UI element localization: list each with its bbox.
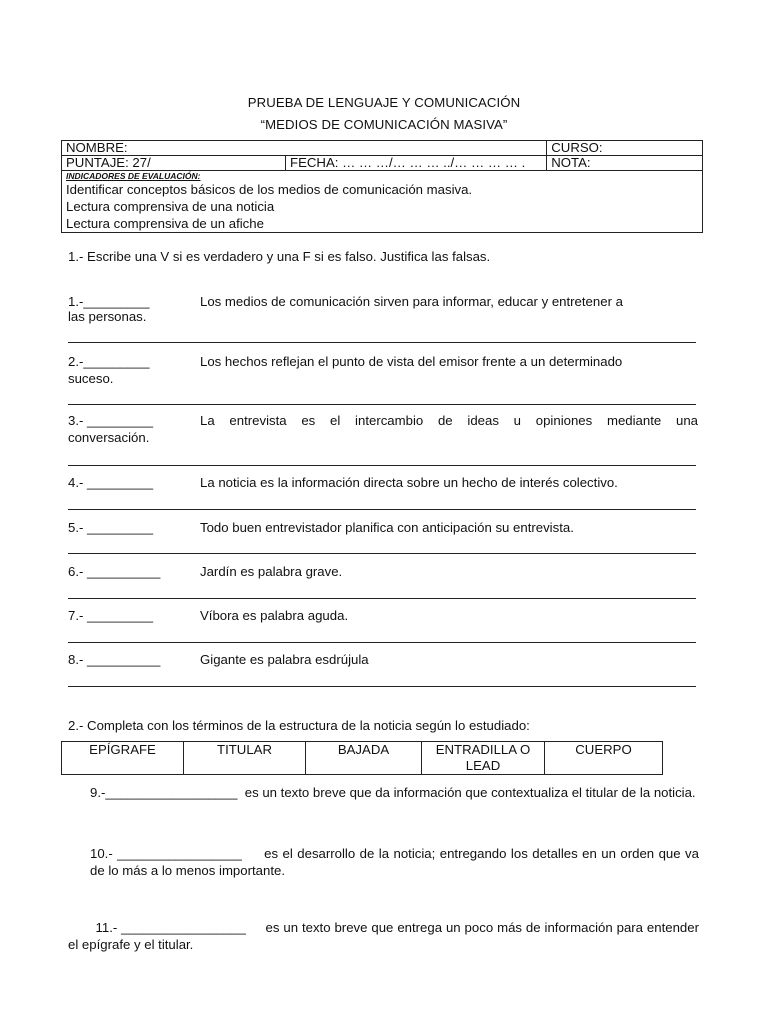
question-item bbox=[68, 563, 700, 580]
question-continuation: las personas. bbox=[68, 309, 147, 324]
answer-blank[interactable]: 11.- _________________ bbox=[95, 920, 246, 935]
answer-blank[interactable]: 1.-_________ bbox=[68, 294, 150, 309]
question-text: La noticia es la información directa sobre un hecho de interés colectivo. bbox=[200, 475, 618, 490]
question-text: Los medios de comunicación sirven para informar, educar y entretener a bbox=[200, 294, 623, 309]
indicador-item: Identificar conceptos básicos de los medios de comunicación masiva. bbox=[66, 182, 473, 197]
question-text: La entrevista es el intercambio de ideas u opiniones mediante una bbox=[200, 413, 698, 428]
term-cell: CUERPO bbox=[545, 742, 663, 775]
indicadores-label: INDICADORES DE EVALUACIÓN: bbox=[66, 171, 201, 181]
puntaje-field[interactable]: PUNTAJE: 27/ bbox=[62, 156, 286, 171]
justification-line[interactable] bbox=[68, 404, 696, 405]
question-item bbox=[68, 651, 700, 668]
term-cell: TITULAR bbox=[184, 742, 306, 775]
answer-blank[interactable]: 4.- _________ bbox=[68, 475, 154, 490]
indicador-item: Lectura comprensiva de una noticia bbox=[66, 199, 275, 214]
answer-blank[interactable]: 6.- __________ bbox=[68, 564, 161, 579]
answer-blank[interactable]: 9.-__________________ bbox=[90, 785, 238, 800]
answer-blank[interactable]: 5.- _________ bbox=[68, 520, 154, 535]
answer-blank[interactable]: 2.-_________ bbox=[68, 354, 150, 369]
question-item bbox=[68, 474, 700, 491]
indicador-item: Lectura comprensiva de un afiche bbox=[66, 216, 264, 231]
answer-blank[interactable]: 8.- __________ bbox=[68, 652, 161, 667]
question-item bbox=[68, 353, 700, 370]
justification-line[interactable] bbox=[68, 509, 696, 510]
term-cell: ENTRADILLA O LEAD bbox=[422, 742, 545, 775]
question-item bbox=[68, 919, 699, 953]
question-item bbox=[90, 784, 699, 801]
question-text: es el desarrollo de la noticia; entregando los detalles en un orden que va de lo más a lo menos importante. bbox=[90, 846, 699, 878]
nombre-field[interactable]: NOMBRE: bbox=[62, 141, 547, 156]
question-item bbox=[68, 412, 700, 429]
nota-field[interactable]: NOTA: bbox=[547, 156, 703, 171]
question-text: Jardín es palabra grave. bbox=[200, 564, 343, 579]
page-title: PRUEBA DE LENGUAJE Y COMUNICACIÓN bbox=[247, 95, 521, 110]
info-table bbox=[61, 140, 703, 233]
indicadores-cell bbox=[62, 171, 703, 233]
curso-field[interactable]: CURSO: bbox=[547, 141, 703, 156]
justification-line[interactable] bbox=[68, 642, 696, 643]
question-text: Víbora es palabra aguda. bbox=[200, 608, 349, 623]
question-item bbox=[68, 607, 700, 624]
page-subtitle: “MEDIOS DE COMUNICACIÓN MASIVA” bbox=[260, 117, 508, 132]
justification-line[interactable] bbox=[68, 342, 696, 343]
question-text: Gigante es palabra esdrújula bbox=[200, 652, 369, 667]
justification-line[interactable] bbox=[68, 686, 696, 687]
justification-line[interactable] bbox=[68, 465, 696, 466]
term-cell: EPÍGRAFE bbox=[62, 742, 184, 775]
question-text: es un texto breve que entrega un poco más de información para entender el epígrafe y el titular. bbox=[68, 920, 699, 952]
section1-instruction: 1.- Escribe una V si es verdadero y una F si es falso. Justifica las falsas. bbox=[68, 249, 491, 264]
question-item bbox=[68, 519, 700, 536]
justification-line[interactable] bbox=[68, 553, 696, 554]
term-cell: BAJADA bbox=[306, 742, 422, 775]
question-continuation: suceso. bbox=[68, 371, 114, 386]
question-text: Los hechos reflejan el punto de vista del emisor frente a un determinado bbox=[200, 354, 623, 369]
answer-blank[interactable]: 3.- _________ bbox=[68, 413, 154, 428]
question-text: es un texto breve que da información que contextualiza el titular de la noticia. bbox=[244, 785, 696, 800]
question-continuation: conversación. bbox=[68, 430, 150, 445]
fecha-field[interactable]: FECHA: … … …/… … … ../… … … … . bbox=[286, 156, 547, 171]
answer-blank[interactable]: 7.- _________ bbox=[68, 608, 154, 623]
question-text: Todo buen entrevistador planifica con anticipación su entrevista. bbox=[200, 520, 574, 535]
question-item bbox=[90, 845, 699, 879]
justification-line[interactable] bbox=[68, 598, 696, 599]
structure-terms-table bbox=[61, 741, 663, 775]
answer-blank[interactable]: 10.- _________________ bbox=[90, 846, 242, 861]
section2-instruction: 2.- Completa con los términos de la estructura de la noticia según lo estudiado: bbox=[68, 718, 530, 733]
